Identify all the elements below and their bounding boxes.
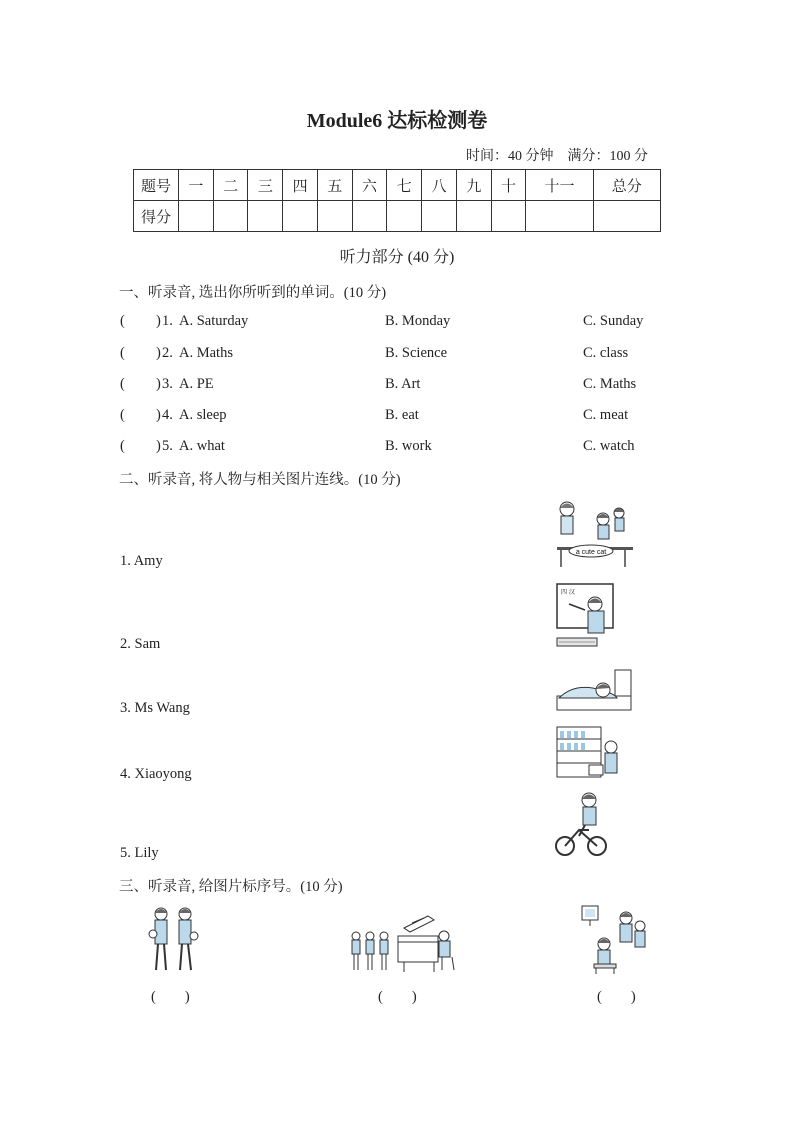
score-header-cell: 五 [317, 170, 352, 201]
score-cell[interactable] [213, 201, 248, 232]
option-c: C. watch [583, 438, 635, 454]
answer-blank-3[interactable]: ( ) [597, 989, 636, 1005]
option-a: A. what [179, 438, 225, 454]
person-xiaoyong[interactable]: 4. Xiaoyong [120, 766, 192, 782]
score-cell[interactable] [387, 201, 422, 232]
score-header-cell: 九 [456, 170, 491, 201]
question-number: 4. [162, 407, 173, 423]
score-header-cell: 三 [248, 170, 283, 201]
classroom-reading-icon[interactable] [555, 499, 635, 569]
answer-blank-2[interactable]: ( ) [378, 989, 417, 1005]
kids-piano-icon [348, 910, 460, 974]
question-number: 2. [162, 345, 173, 361]
answer-paren-close: ) [156, 438, 161, 454]
answer-blank-1[interactable]: ( ) [151, 989, 190, 1005]
part2-heading: 二、听录音, 将人物与相关图片连线。(10 分) [119, 472, 401, 488]
option-c: C. class [583, 345, 629, 361]
option-b: B. Science [385, 345, 448, 361]
score-cell[interactable] [283, 201, 318, 232]
score-cell[interactable] [526, 201, 593, 232]
score-header-cell: 题号 [134, 170, 179, 201]
picture-caption: a cute cat [575, 549, 607, 556]
answer-paren-close: ) [156, 376, 161, 392]
sleeping-child-icon[interactable] [555, 668, 635, 714]
answer-paren[interactable]: ( [120, 345, 125, 361]
answer-paren[interactable]: ( [120, 313, 125, 329]
boys-ball-icon [147, 902, 199, 974]
board-caption: 四 汉 [561, 589, 575, 596]
score-cell[interactable] [491, 201, 526, 232]
answer-paren-close: ) [156, 407, 161, 423]
score-cell[interactable] [593, 201, 660, 232]
option-b: B. Art [385, 376, 421, 392]
option-c: C. meat [583, 407, 629, 423]
score-cell[interactable] [352, 201, 387, 232]
question-number: 5. [162, 438, 173, 454]
option-a: A. sleep [179, 407, 227, 423]
answer-paren[interactable]: ( [120, 407, 125, 423]
option-a: A. Saturday [179, 313, 249, 329]
score-cell[interactable] [422, 201, 457, 232]
boy-bicycle-icon[interactable] [555, 790, 607, 858]
person-ms-wang[interactable]: 3. Ms Wang [120, 700, 190, 716]
listening-section-title: 听力部分 (40 分) [339, 249, 455, 266]
option-b: B. Monday [385, 313, 451, 329]
score-header-cell: 十一 [526, 170, 593, 201]
teacher-board-icon[interactable] [555, 582, 617, 652]
option-a: A. Maths [179, 345, 233, 361]
person-lily[interactable]: 5. Lily [120, 845, 159, 861]
score-cell[interactable] [317, 201, 352, 232]
option-c: C. Maths [583, 376, 637, 392]
option-a: A. PE [179, 376, 214, 392]
score-header-cell: 总分 [593, 170, 660, 201]
person-amy[interactable]: 1. Amy [120, 553, 163, 569]
page-title: Module6 达标检测卷 [306, 110, 488, 132]
score-table [133, 169, 661, 232]
option-b: B. eat [385, 407, 419, 423]
answer-paren-close: ) [156, 345, 161, 361]
person-sam[interactable]: 2. Sam [120, 636, 161, 652]
exam-info: 时间：40 分钟 满分：100 分 [466, 149, 648, 164]
score-table-header-row [134, 170, 661, 201]
question-number: 3. [162, 376, 173, 392]
score-header-cell: 七 [387, 170, 422, 201]
score-header-cell: 十 [491, 170, 526, 201]
part1-heading: 一、听录音, 选出你所听到的单词。(10 分) [119, 285, 387, 301]
option-c: C. Sunday [583, 313, 644, 329]
score-row-label: 得分 [134, 201, 179, 232]
score-header-cell: 六 [352, 170, 387, 201]
answer-paren[interactable]: ( [120, 438, 125, 454]
kids-computer-icon [578, 904, 650, 974]
score-header-cell: 二 [213, 170, 248, 201]
option-b: B. work [385, 438, 432, 454]
score-table-score-row [134, 201, 661, 232]
score-cell[interactable] [179, 201, 214, 232]
score-cell[interactable] [456, 201, 491, 232]
part3-heading: 三、听录音, 给图片标序号。(10 分) [119, 879, 343, 895]
score-header-cell: 一 [179, 170, 214, 201]
score-header-cell: 八 [422, 170, 457, 201]
question-number: 1. [162, 313, 173, 329]
score-header-cell: 四 [283, 170, 318, 201]
answer-paren-close: ) [156, 313, 161, 329]
answer-paren[interactable]: ( [120, 376, 125, 392]
shop-shelves-icon[interactable] [555, 725, 627, 781]
score-cell[interactable] [248, 201, 283, 232]
